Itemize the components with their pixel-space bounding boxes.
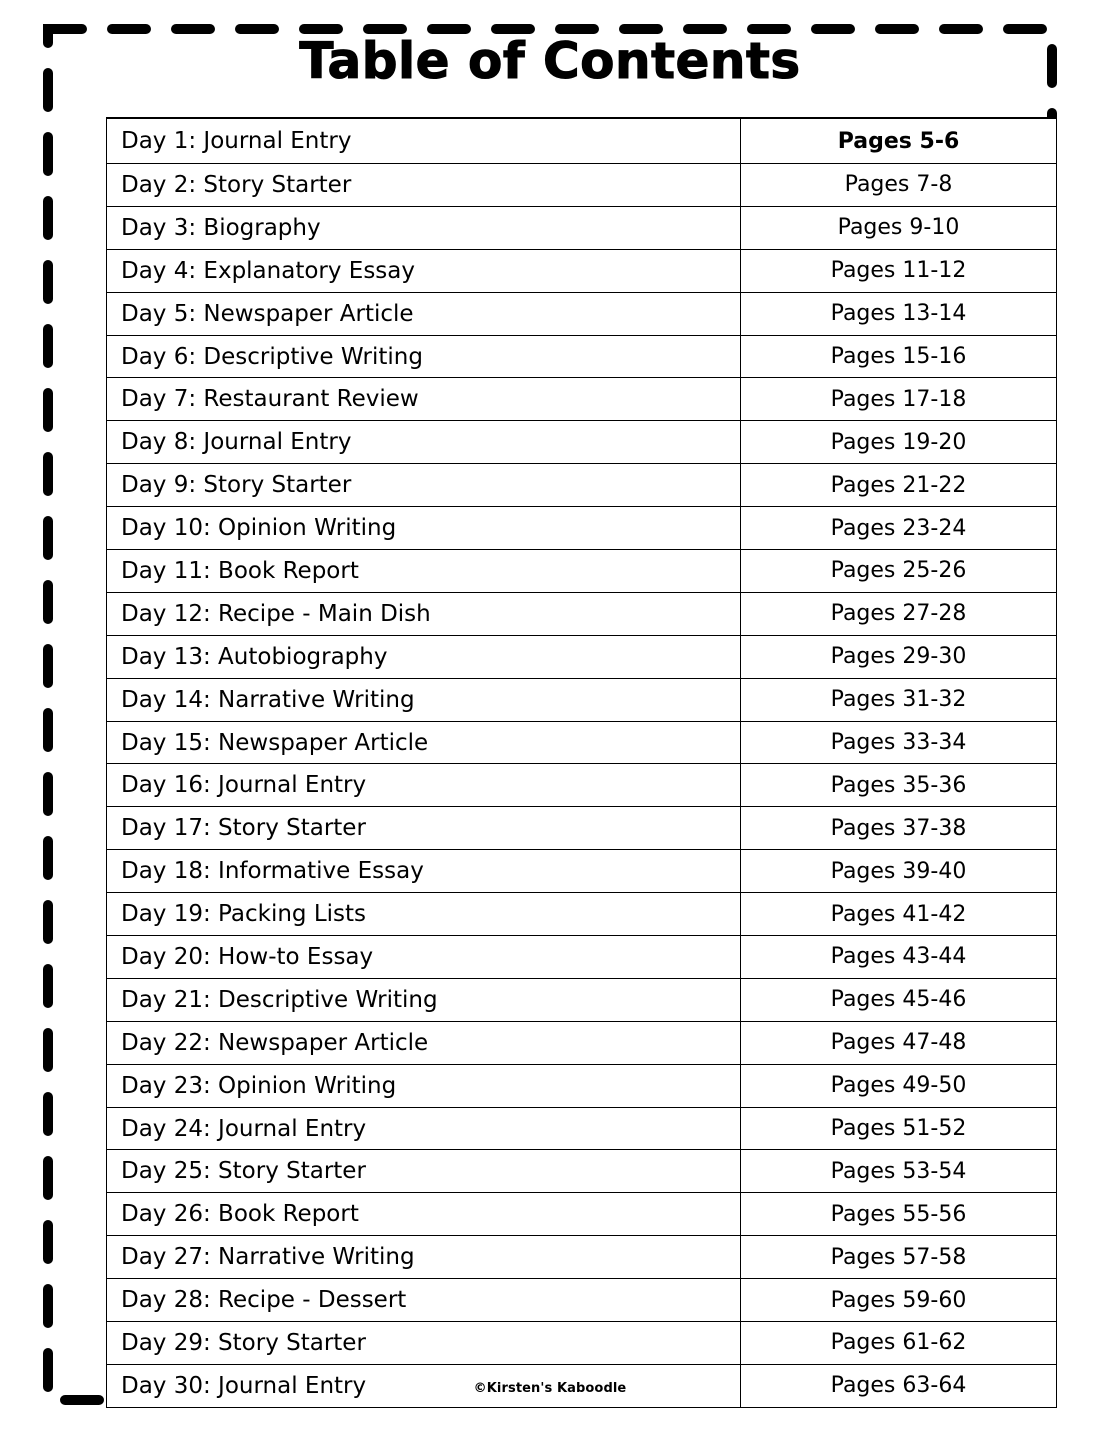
- toc-entry-pages: Pages 29-30: [741, 635, 1057, 678]
- table-row: [107, 464, 1057, 507]
- toc-entry-pages: Pages 13-14: [741, 292, 1057, 335]
- toc-entry-pages: Pages 7-8: [741, 164, 1057, 207]
- table-row: [107, 978, 1057, 1021]
- table-row: [107, 764, 1057, 807]
- toc-entry-pages: Pages 37-38: [741, 807, 1057, 850]
- toc-entry-pages: Pages 15-16: [741, 335, 1057, 378]
- page-title: Table of Contents: [299, 32, 801, 90]
- table-row: [107, 507, 1057, 550]
- toc-entry-title: Day 19: Packing Lists: [107, 893, 741, 936]
- toc-entry-title: Day 13: Autobiography: [107, 635, 741, 678]
- toc-entry-pages: Pages 39-40: [741, 850, 1057, 893]
- footer-credit-text: ©Kirsten's Kaboodle: [473, 1381, 627, 1396]
- toc-entry-pages: Pages 9-10: [741, 206, 1057, 249]
- toc-entry-pages: Pages 11-12: [741, 249, 1057, 292]
- table-row: [107, 850, 1057, 893]
- toc-entry-pages: Pages 17-18: [741, 378, 1057, 421]
- toc-entry-pages: Pages 61-62: [741, 1322, 1057, 1365]
- toc-entry-title: Day 27: Narrative Writing: [107, 1236, 741, 1279]
- toc-entry-pages: Pages 59-60: [741, 1279, 1057, 1322]
- toc-entry-pages: Pages 45-46: [741, 978, 1057, 1021]
- toc-entry-title: Day 10: Opinion Writing: [107, 507, 741, 550]
- toc-entry-title: Day 22: Newspaper Article: [107, 1021, 741, 1064]
- toc-entry-pages: Pages 55-56: [741, 1193, 1057, 1236]
- toc-entry-title: Day 15: Newspaper Article: [107, 721, 741, 764]
- toc-entry-title: Day 20: How-to Essay: [107, 936, 741, 979]
- toc-entry-title: Day 18: Informative Essay: [107, 850, 741, 893]
- table-row: [107, 936, 1057, 979]
- toc-entry-pages: Pages 33-34: [741, 721, 1057, 764]
- table-row: [107, 118, 1057, 164]
- toc-entry-title: Day 3: Biography: [107, 206, 741, 249]
- toc-entry-pages: Pages 49-50: [741, 1064, 1057, 1107]
- toc-entry-pages: Pages 51-52: [741, 1107, 1057, 1150]
- toc-entry-title: Day 1: Journal Entry: [107, 118, 741, 164]
- toc-entry-title: Day 28: Recipe - Dessert: [107, 1279, 741, 1322]
- toc-entry-pages: Pages 27-28: [741, 592, 1057, 635]
- table-row: [107, 378, 1057, 421]
- table-row: [107, 678, 1057, 721]
- toc-entry-title: Day 7: Restaurant Review: [107, 378, 741, 421]
- toc-entry-pages: Pages 5-6: [741, 118, 1057, 164]
- toc-entry-pages: Pages 63-64: [741, 1364, 1057, 1407]
- table-row: [107, 335, 1057, 378]
- table-row: [107, 421, 1057, 464]
- table-row: [107, 550, 1057, 593]
- toc-entry-pages: Pages 23-24: [741, 507, 1057, 550]
- page-title-area: [0, 34, 1100, 88]
- table-row: [107, 164, 1057, 207]
- toc-entry-pages: Pages 19-20: [741, 421, 1057, 464]
- footer-credit: [0, 1377, 1100, 1396]
- toc-entry-title: Day 14: Narrative Writing: [107, 678, 741, 721]
- toc-entry-pages: Pages 57-58: [741, 1236, 1057, 1279]
- toc-entry-title: Day 24: Journal Entry: [107, 1107, 741, 1150]
- table-row: [107, 1021, 1057, 1064]
- toc-entry-title: Day 29: Story Starter: [107, 1322, 741, 1365]
- toc-entry-title: Day 8: Journal Entry: [107, 421, 741, 464]
- toc-entry-title: Day 6: Descriptive Writing: [107, 335, 741, 378]
- toc-entry-title: Day 30: Journal Entry: [107, 1364, 741, 1407]
- toc-entry-pages: Pages 43-44: [741, 936, 1057, 979]
- table-row: [107, 292, 1057, 335]
- table-row: [107, 807, 1057, 850]
- toc-entry-title: Day 4: Explanatory Essay: [107, 249, 741, 292]
- toc-table-body: [107, 118, 1057, 1407]
- table-row: [107, 635, 1057, 678]
- toc-entry-title: Day 12: Recipe - Main Dish: [107, 592, 741, 635]
- toc-entry-pages: Pages 25-26: [741, 550, 1057, 593]
- toc-entry-title: Day 21: Descriptive Writing: [107, 978, 741, 1021]
- toc-entry-title: Day 25: Story Starter: [107, 1150, 741, 1193]
- table-row: [107, 721, 1057, 764]
- toc-entry-title: Day 2: Story Starter: [107, 164, 741, 207]
- toc-entry-title: Day 5: Newspaper Article: [107, 292, 741, 335]
- toc-entry-pages: Pages 47-48: [741, 1021, 1057, 1064]
- table-row: [107, 1107, 1057, 1150]
- table-row: [107, 1193, 1057, 1236]
- table-row: [107, 1064, 1057, 1107]
- table-row: [107, 1279, 1057, 1322]
- toc-entry-pages: Pages 21-22: [741, 464, 1057, 507]
- table-row: [107, 1150, 1057, 1193]
- toc-entry-title: Day 16: Journal Entry: [107, 764, 741, 807]
- table-row: [107, 249, 1057, 292]
- toc-entry-title: Day 9: Story Starter: [107, 464, 741, 507]
- toc-entry-pages: Pages 53-54: [741, 1150, 1057, 1193]
- toc-entry-title: Day 11: Book Report: [107, 550, 741, 593]
- toc-entry-pages: Pages 35-36: [741, 764, 1057, 807]
- table-row: [107, 1236, 1057, 1279]
- toc-entry-pages: Pages 31-32: [741, 678, 1057, 721]
- table-of-contents: [106, 117, 1056, 1408]
- table-row: [107, 893, 1057, 936]
- toc-entry-title: Day 26: Book Report: [107, 1193, 741, 1236]
- toc-entry-title: Day 23: Opinion Writing: [107, 1064, 741, 1107]
- toc-table: [106, 117, 1057, 1408]
- table-row: [107, 206, 1057, 249]
- toc-entry-pages: Pages 41-42: [741, 893, 1057, 936]
- table-row: [107, 1322, 1057, 1365]
- table-row: [107, 592, 1057, 635]
- toc-entry-title: Day 17: Story Starter: [107, 807, 741, 850]
